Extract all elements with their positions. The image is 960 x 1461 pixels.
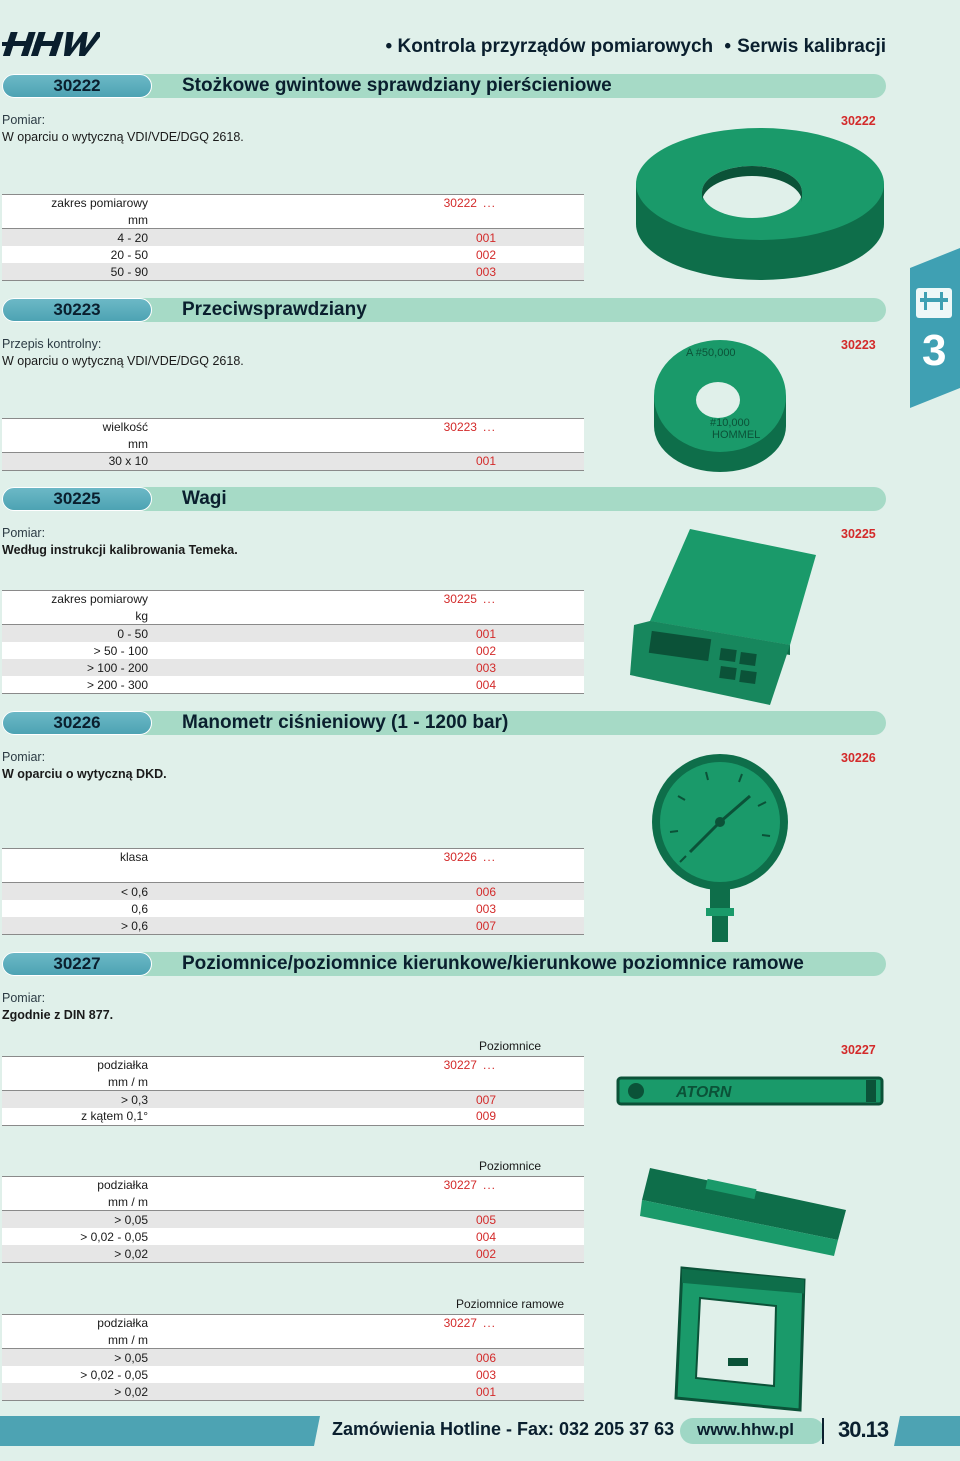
order-suffix: 001 <box>148 453 508 470</box>
table-cell: > 0,05 <box>114 1212 148 1227</box>
scale-icon <box>620 525 820 710</box>
section-title: Wagi <box>182 488 227 509</box>
ref-code: 30227 <box>841 1043 876 1057</box>
spec-table-30225 <box>2 590 584 694</box>
measure-label: Przepis kontrolny: <box>2 337 102 351</box>
col-header: podziałka <box>2 1315 148 1332</box>
order-suffix: 001 <box>475 626 496 641</box>
order-prefix: 30227 <box>443 1316 477 1331</box>
ref-code: 30225 <box>841 527 876 541</box>
spec-table-30227-b <box>2 1176 584 1263</box>
dots: ... <box>482 420 496 435</box>
measure-description: W oparciu o wytyczną VDI/VDE/DGQ 2618. <box>2 354 244 368</box>
order-suffix: 002 <box>475 643 496 658</box>
col-unit: mm / m <box>2 1332 148 1349</box>
order-prefix: 30227 <box>443 1178 477 1193</box>
measure-description: Zgodnie z DIN 877. <box>2 1008 114 1022</box>
table-cell: 0 - 50 <box>117 626 148 641</box>
gauge-marking: #10,000 <box>710 417 750 429</box>
section-bar-30225 <box>2 487 886 511</box>
order-suffix: 007 <box>148 917 508 934</box>
table-cell: > 0,02 - 0,05 <box>80 1367 148 1382</box>
order-prefix: 30223 <box>443 420 477 435</box>
table-cell: > 100 - 200 <box>86 660 148 675</box>
table-cell: > 0,02 <box>2 1245 148 1262</box>
table-cell: 50 - 90 <box>2 263 148 280</box>
gauge-marking: A #50,000 <box>686 347 736 359</box>
order-suffix: 002 <box>148 1245 508 1262</box>
table-cell: > 0,3 <box>120 1092 148 1107</box>
order-prefix: 30227 <box>443 1058 477 1073</box>
section-title: Manometr ciśnieniowy (1 - 1200 bar) <box>182 712 509 733</box>
spirit-level-icon <box>616 1074 884 1108</box>
chapter-number: 3 <box>922 326 947 375</box>
measure-label: Pomiar: <box>2 750 46 764</box>
col-header: klasa <box>2 849 148 866</box>
table-cell: < 0,6 <box>120 884 148 899</box>
order-suffix: 003 <box>475 660 496 675</box>
table-cell: > 200 - 300 <box>2 676 148 693</box>
order-prefix: 30225 <box>443 592 477 607</box>
table-cell: 30 x 10 <box>2 453 148 470</box>
order-suffix: 005 <box>475 1212 496 1227</box>
order-suffix: 007 <box>475 1092 496 1107</box>
pressure-gauge-icon <box>650 752 795 947</box>
header-bullet: • <box>385 36 393 57</box>
section-title: Stożkowe gwintowe sprawdziany pierścieniowe <box>182 75 612 96</box>
col-unit: mm / m <box>2 1194 148 1211</box>
col-header: podziałka <box>2 1177 148 1194</box>
header-bullet: • <box>724 36 732 57</box>
measure-label: Pomiar: <box>2 526 46 540</box>
footer-divider <box>822 1418 824 1444</box>
header-item-2: Serwis kalibracji <box>737 36 886 57</box>
table-cell: 20 - 50 <box>110 247 148 262</box>
measure-description: Według instrukcji kalibrowania Temeka. <box>2 543 238 557</box>
table-cell: 4 - 20 <box>117 230 148 245</box>
section-title: Przeciwsprawdziany <box>182 299 367 320</box>
col-unit: mm <box>2 212 148 229</box>
dots: ... <box>482 196 496 211</box>
ref-code: 30226 <box>841 751 876 765</box>
measure-label: Pomiar: <box>2 113 46 127</box>
dots: ... <box>482 1178 496 1193</box>
footer-hotline: Zamówienia Hotline - Fax: 032 205 37 63 <box>332 1419 675 1439</box>
col-unit <box>2 866 148 883</box>
spec-table-30227-c <box>2 1314 584 1401</box>
ref-code: 30222 <box>841 114 876 128</box>
section-bar-30226 <box>2 711 886 735</box>
col-header: zakres pomiarowy <box>2 591 148 608</box>
section-code: 30223 <box>2 298 152 322</box>
dots: ... <box>482 592 496 607</box>
spec-table-30223 <box>2 418 584 471</box>
order-suffix: 006 <box>475 1350 496 1365</box>
order-suffix: 006 <box>475 884 496 899</box>
col-header: wielkość <box>2 419 148 436</box>
level-brand: ATORN <box>676 1084 732 1101</box>
spec-table-30222 <box>2 194 584 281</box>
caliper-icon <box>916 288 952 318</box>
ref-code: 30223 <box>841 338 876 352</box>
section-code: 30225 <box>2 487 152 511</box>
table-cell: > 0,02 <box>2 1383 148 1400</box>
header-item-1: Kontrola przyrządów pomiarowych <box>397 36 714 57</box>
group-label: Poziomnice <box>478 1039 542 1053</box>
page-number: 30.13 <box>838 1417 889 1442</box>
col-unit: kg <box>2 608 148 625</box>
table-cell: > 50 - 100 <box>93 643 148 658</box>
measure-label: Pomiar: <box>2 991 46 1005</box>
order-suffix: 001 <box>475 230 496 245</box>
table-cell: > 0,05 <box>114 1350 148 1365</box>
order-suffix: 003 <box>475 901 496 916</box>
table-cell: z kątem 0,1° <box>2 1108 148 1125</box>
order-suffix: 009 <box>148 1108 508 1125</box>
header-title <box>386 36 886 58</box>
measure-description: W oparciu o wytyczną DKD. <box>2 767 167 781</box>
table-cell: > 0,6 <box>2 917 148 934</box>
order-suffix: 003 <box>475 1367 496 1382</box>
order-suffix: 003 <box>148 263 508 280</box>
col-unit: mm <box>2 436 148 453</box>
measure-description: W oparciu o wytyczną VDI/VDE/DGQ 2618. <box>2 130 244 144</box>
order-suffix: 004 <box>148 676 508 693</box>
section-code: 30226 <box>2 711 152 735</box>
group-label: Poziomnice <box>478 1159 542 1173</box>
spec-table-30227-a <box>2 1056 584 1126</box>
section-code: 30222 <box>2 74 152 98</box>
table-cell: 0,6 <box>131 901 148 916</box>
order-suffix: 001 <box>148 1383 508 1400</box>
order-suffix: 004 <box>475 1229 496 1244</box>
group-label: Poziomnice ramowe <box>455 1297 565 1311</box>
order-prefix: 30226 <box>443 850 477 865</box>
order-suffix: 002 <box>475 247 496 262</box>
ring-gauge-icon <box>630 128 888 288</box>
section-bar-30223 <box>2 298 886 322</box>
counter-gauge-icon <box>650 330 790 480</box>
dots: ... <box>482 1058 496 1073</box>
order-prefix: 30222 <box>443 196 477 211</box>
spec-table-30226 <box>2 848 584 935</box>
section-title: Poziomnice/poziomnice kierunkowe/kierunkowe poziomnice ramowe <box>182 953 804 974</box>
section-bar-30227 <box>2 952 886 976</box>
col-header: zakres pomiarowy <box>2 195 148 212</box>
dots: ... <box>482 850 496 865</box>
dots: ... <box>482 1316 496 1331</box>
col-header: podziałka <box>2 1057 148 1074</box>
table-cell: > 0,02 - 0,05 <box>80 1229 148 1244</box>
gauge-brand: HOMMEL <box>712 429 761 441</box>
col-unit: mm / m <box>2 1074 148 1091</box>
section-bar-30222 <box>2 74 886 98</box>
hhw-logo <box>2 28 100 60</box>
section-code: 30227 <box>2 952 152 976</box>
machinist-level-icon <box>636 1160 852 1260</box>
frame-level-icon <box>672 1262 808 1412</box>
footer-website-link[interactable]: www.hhw.pl <box>697 1420 794 1439</box>
